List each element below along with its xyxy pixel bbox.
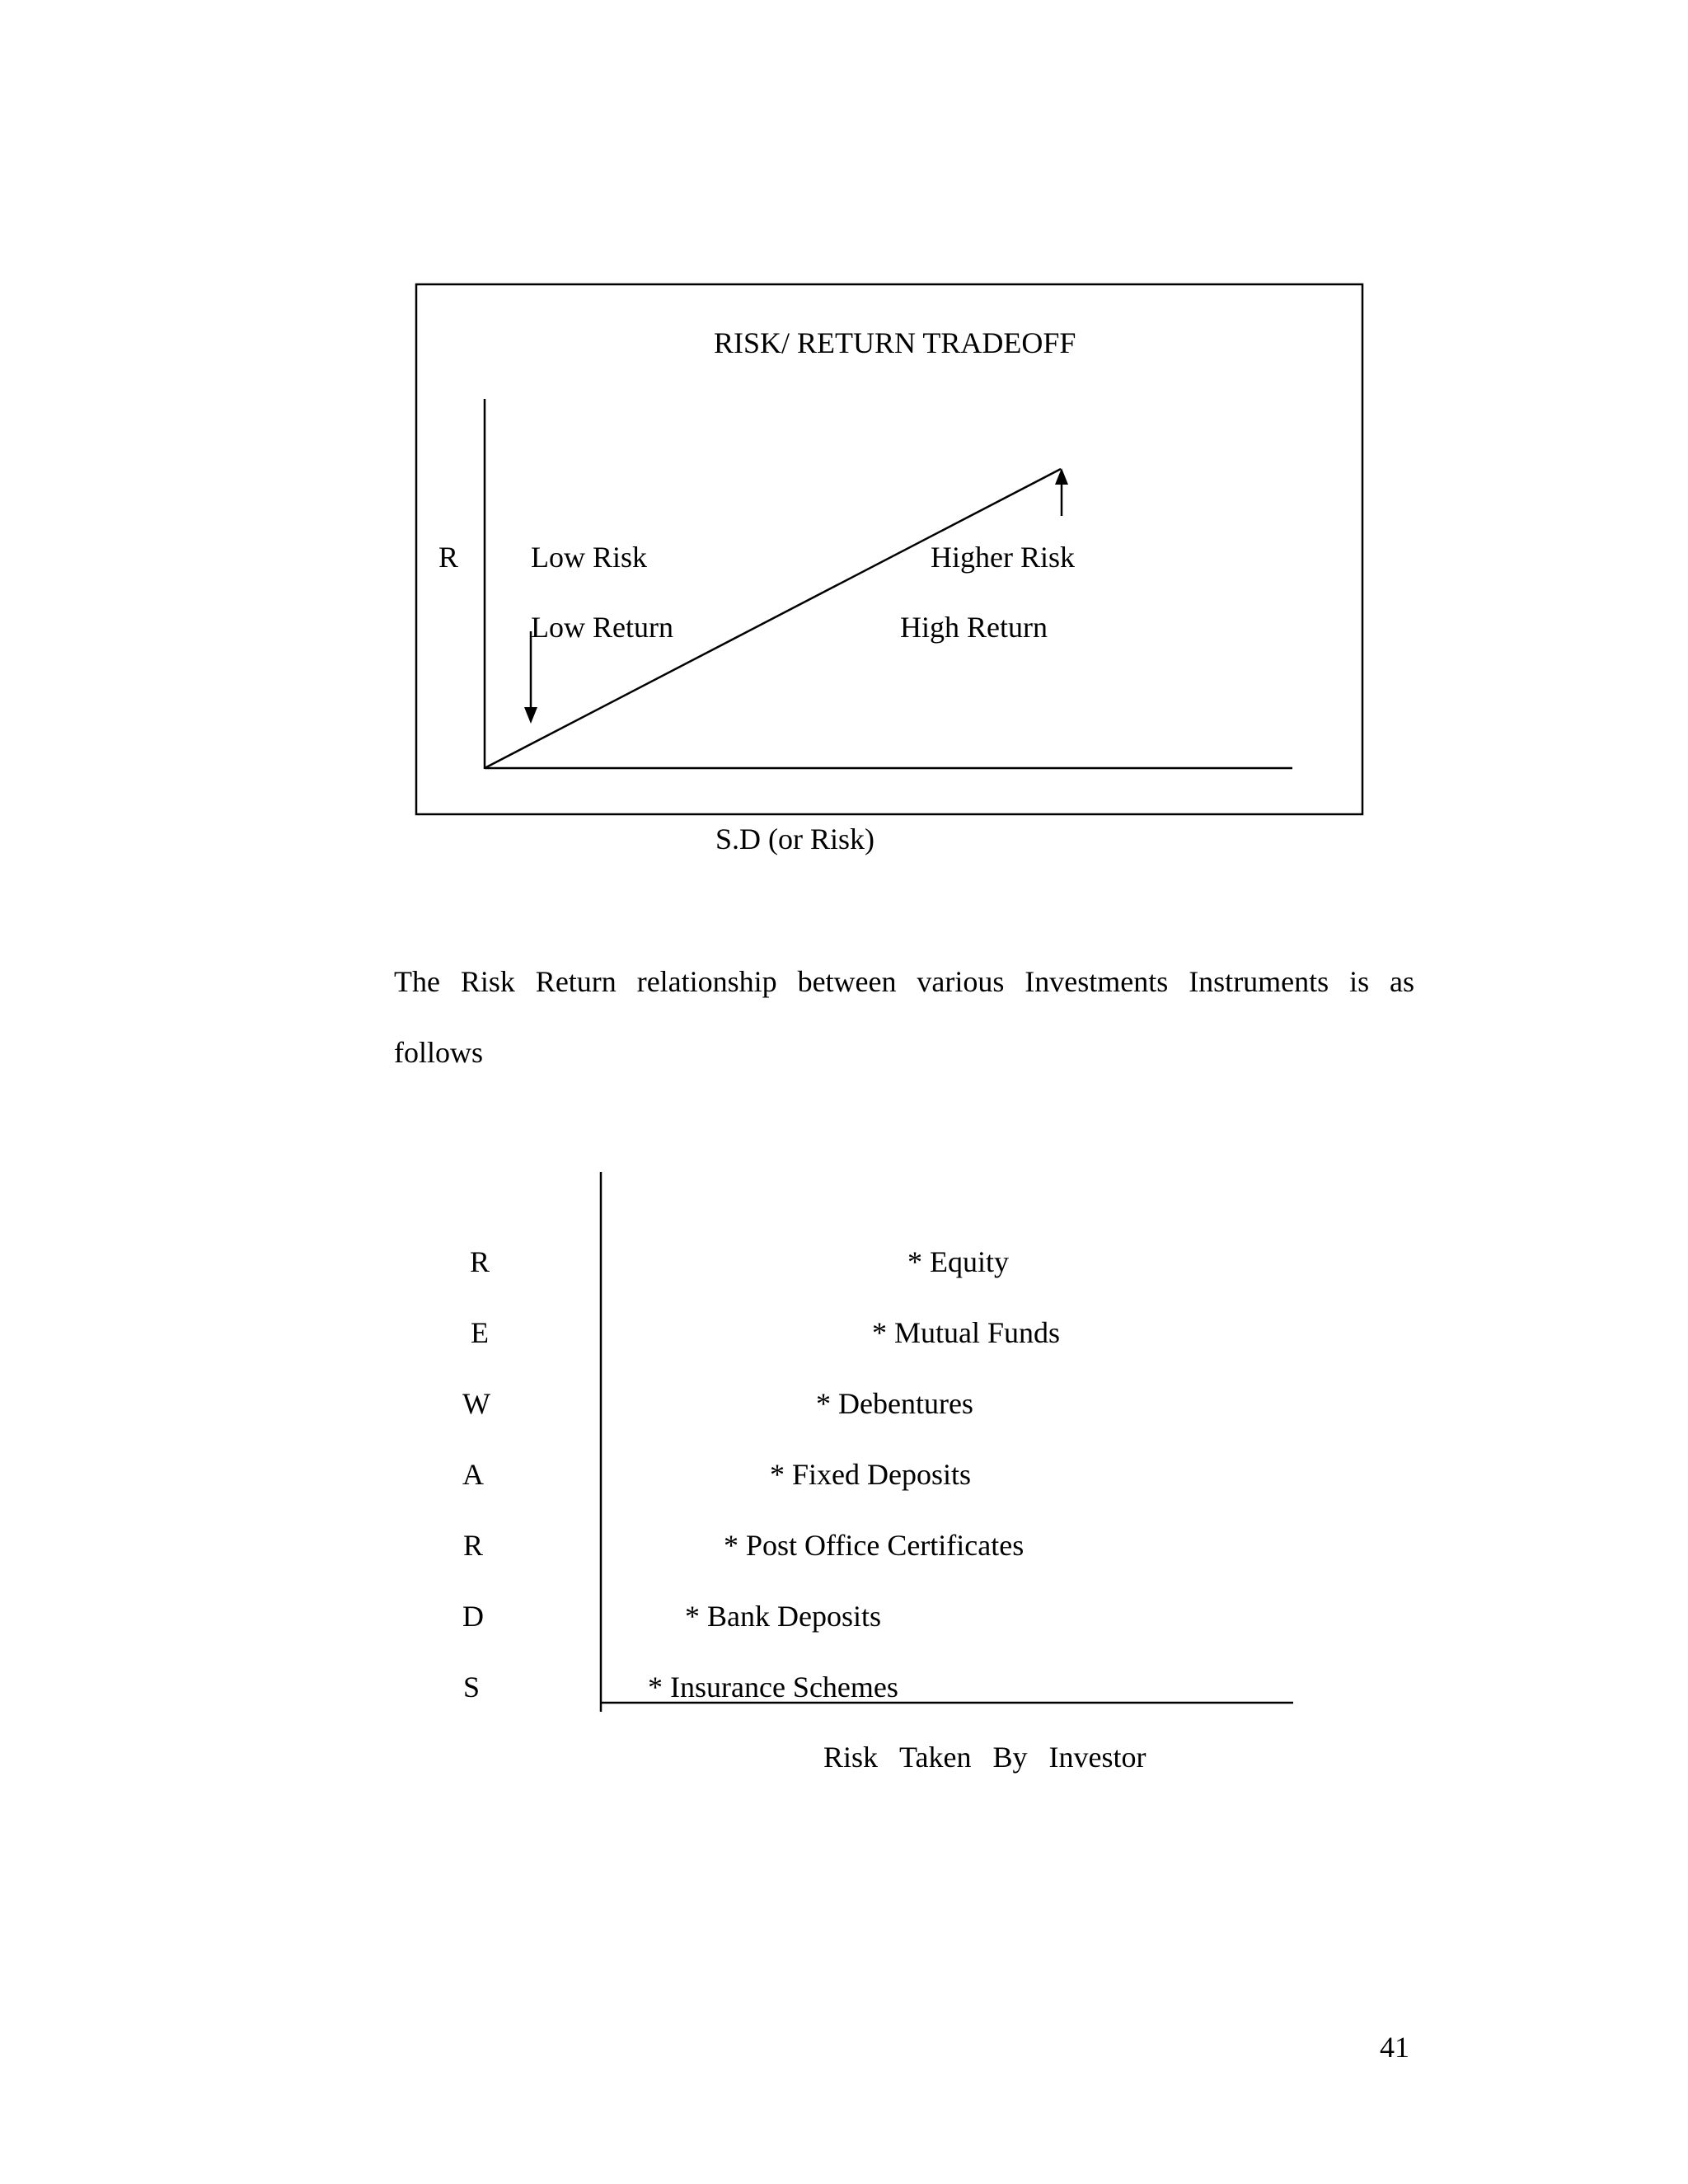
figure1-x-label: S.D (or Risk) (715, 823, 875, 855)
instrument-insurance-schemes: * Insurance Schemes (648, 1671, 898, 1704)
x-label-word: By (992, 1741, 1028, 1774)
figure1-y-label: R (438, 541, 459, 574)
down-arrow-head (524, 707, 537, 724)
rewards-letter: A (462, 1458, 484, 1491)
paragraph-line-1: The Risk Return relationship between various Investments Instruments is as (394, 965, 1414, 998)
rewards-letter: E (471, 1316, 489, 1349)
page-number: 41 (1380, 2031, 1409, 2064)
instrument-bank-deposits: * Bank Deposits (685, 1600, 881, 1633)
instrument-fixed-deposits: * Fixed Deposits (770, 1458, 972, 1491)
instrument-debentures: * Debentures (816, 1387, 973, 1420)
rewards-letter: D (462, 1600, 484, 1633)
low-return-label: Low Return (531, 611, 673, 644)
high-return-label: High Return (900, 611, 1048, 644)
instrument-post-office-certificates: * Post Office Certificates (724, 1529, 1025, 1562)
instrument-equity: * Equity (907, 1245, 1009, 1278)
x-label-word: Taken (899, 1741, 972, 1774)
figure2-x-label (823, 1742, 1146, 1772)
rewards-letter: S (462, 1671, 481, 1704)
figure1-title: RISK/ RETURN TRADEOFF (714, 326, 1076, 359)
x-label-word: Risk (823, 1741, 879, 1774)
rewards-letter: W (462, 1387, 490, 1420)
rewards-letter: R (462, 1529, 483, 1562)
higher-risk-label: Higher Risk (931, 541, 1075, 574)
paragraph-line-2: follows (394, 1036, 483, 1069)
low-risk-label: Low Risk (531, 541, 648, 574)
rewards-letter: R (469, 1245, 490, 1278)
x-label-word: Investor (1048, 1741, 1146, 1774)
instrument-mutual-funds: * Mutual Funds (872, 1316, 1061, 1349)
